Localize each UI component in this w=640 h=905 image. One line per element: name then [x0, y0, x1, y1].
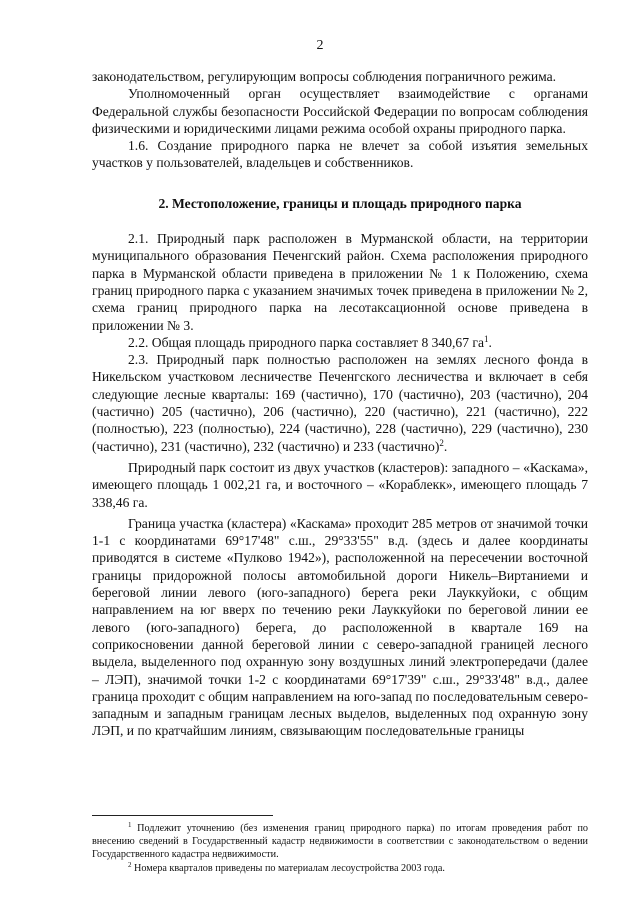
paragraph-2-3-end: .: [443, 438, 448, 454]
footnote-ref-2[interactable]: 2: [439, 437, 444, 448]
page-body: [92, 68, 588, 740]
footnote-2-text: Номера кварталов приведены по материалам лесоустройства 2003 года.: [131, 862, 445, 874]
footnote-mark-2: 2: [128, 860, 132, 869]
section-heading: 2. Местоположение, границы и площадь природного парка: [158, 195, 522, 211]
paragraph-fsb-cooperation: Уполномоченный орган осуществляет взаимодействие с органами Федеральной службы безопасности Российской Федерации по вопросам соблюдения физическими и юридическими лицами режима особой охраны природного парка.: [92, 86, 588, 136]
paragraph-2-3: [92, 351, 588, 455]
footnote-1: [92, 822, 588, 862]
paragraph-2-2-text: 2.2. Общая площадь природного парка составляет 8 340,67 га: [128, 334, 485, 350]
paragraph-border-regime: законодательством, регулирующим вопросы соблюдения пограничного режима.: [92, 69, 557, 84]
footnote-divider: [92, 815, 273, 816]
footnotes: [92, 822, 588, 875]
paragraph-2-3-text: 2.3. Природный парк полностью расположен на землях лесного фонда в Никельском участковом лесничестве Печенгского лесничества и включает в себя следующие лесные кварталы: 169 (частично), 170 (частично), 203 (частично), 204 (частично) 205 (частично), 206 (частично), 220 (частично), 221 (частично), 222 (полностью), 223 (полностью), 224 (частично), 228 (частично), 229 (частично), 230 (частично), 231 (частично), 232 (частично) и 233 (частично): [92, 352, 588, 454]
paragraph-2-2: [92, 334, 588, 351]
footnote-1-text: Подлежит уточнению (без изменения границ природного парка) по итогам проведения работ по внесению сведений в Государственный кадастр недвижимости в соответствии с законодательством о ведении Государственного кадастра недвижимости.: [92, 823, 588, 861]
footnote-ref-1[interactable]: 1: [484, 333, 489, 344]
paragraph-boundary: Граница участка (кластера) «Каскама» проходит 285 метров от значимой точки 1-1 с координатами 69°17'48" с.ш., 29°33'55" в.д. (здесь и далее координаты приводятся в системе «Пулково 1942»), расположенной на пересечении восточной границы придорожной полосы автомобильной дороги Никель–Виртаниеми и береговой линии левого (юго-западного) берега реки Лауккуйоки, с общим направлением на юг вверх по течению реки Лауккуйоки по береговой линии ее левого (юго-западного) берега, до расположенной в квартале 169 на соприкосновении данной береговой линии с северо-западной границей лесного выдела, выделенного под охранную зону воздушных линий электропередачи (далее – ЛЭП), значимой точки 1-2 с координатами 69°17'39" с.ш., 29°33'48" в.д., далее граница проходит с общим направлением на юго-запад по последовательным северо-западным и западным границам лесных выделов, выделенных под охранную зону ЛЭП, и по кратчайшим линиям, связывающим последовательные границы: [92, 515, 588, 739]
paragraph-2-1: 2.1. Природный парк расположен в Мурманской области, на территории муниципального образования Печенгский район. Схема расположения природного парка в Мурманской области приведена в приложении № 1 к Положению, схема границ природного парка с указанием значимых точек приведена в приложении № 2, схема границ природного парка на лесотаксационной основе приведена в приложении № 3.: [92, 231, 588, 333]
footnote-2: [92, 862, 588, 875]
page-number: 2: [316, 38, 324, 53]
paragraph-1-6: 1.6. Создание природного парка не влечет за собой изъятия земельных участков у пользователей, владельцев и собственников.: [92, 138, 588, 171]
footnote-mark-1: 1: [128, 821, 132, 829]
paragraph-2-2-end: .: [488, 334, 492, 350]
paragraph-clusters: Природный парк состоит из двух участков (кластеров): западного – «Каскама», имеющего площадь 1 002,21 га, и восточного – «Кораблекк», имеющего площадь 7 338,46 га.: [92, 459, 588, 510]
